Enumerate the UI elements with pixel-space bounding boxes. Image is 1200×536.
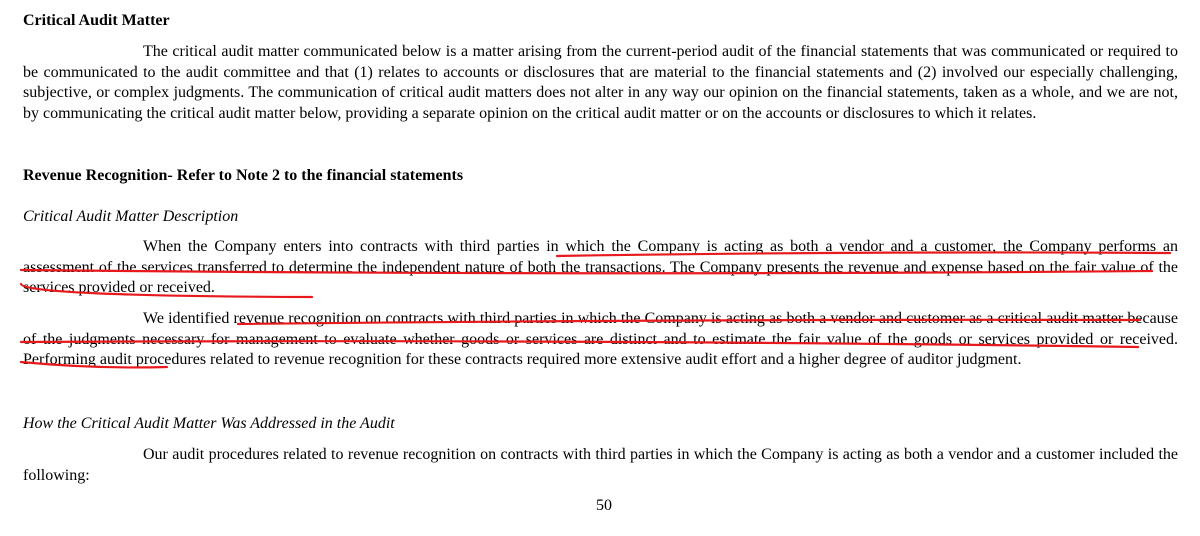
- page-number: 50: [596, 497, 612, 514]
- cam-description-heading: Critical Audit Matter Description: [23, 208, 239, 225]
- description-paragraph-1: When the Company enters into contracts with third parties in which the Company is acting as both a vendor and a customer, the Company performs an assessment of the services transferred to determine the independent nature of both the transactions. The Company presents the revenue and expense based on the fair value of the services provided or received.: [23, 238, 1178, 297]
- cam-intro-paragraph: The critical audit matter communicated below is a matter arising from the current-period audit of the financial statements that was communicated or required to be communicated to the audit committee and that (1) relates to accounts or disclosures that are material to the financial statements and (2) involved our especially challenging, subjective, or complex judgments. The communication of critical audit matters does not alter in any way our opinion on the financial statements, taken as a whole, and we are not, by communicating the critical audit matter below, providing a separate opinion on the critical audit matter or on the accounts or disclosures to which it relates.: [23, 43, 1178, 122]
- cam-heading: Critical Audit Matter: [23, 12, 170, 29]
- how-addressed-heading: How the Critical Audit Matter Was Addressed in the Audit: [23, 415, 395, 432]
- description-paragraph-2: We identified revenue recognition on contracts with third parties in which the Company is acting as both a vendor and customer as a critical audit matter because of the judgments necessary for management to evaluate whether goods or services are distinct and to estimate the fair value of the goods or services provided or received. Performing audit procedures related to revenue recognition for these contracts required more extensive audit effort and a higher degree of auditor judgment.: [23, 310, 1178, 369]
- revenue-recognition-heading: Revenue Recognition- Refer to Note 2 to the financial statements: [23, 167, 464, 184]
- how-addressed-paragraph: Our audit procedures related to revenue recognition on contracts with third parties in which the Company is acting as both a vendor and a customer included the following:: [23, 446, 1178, 484]
